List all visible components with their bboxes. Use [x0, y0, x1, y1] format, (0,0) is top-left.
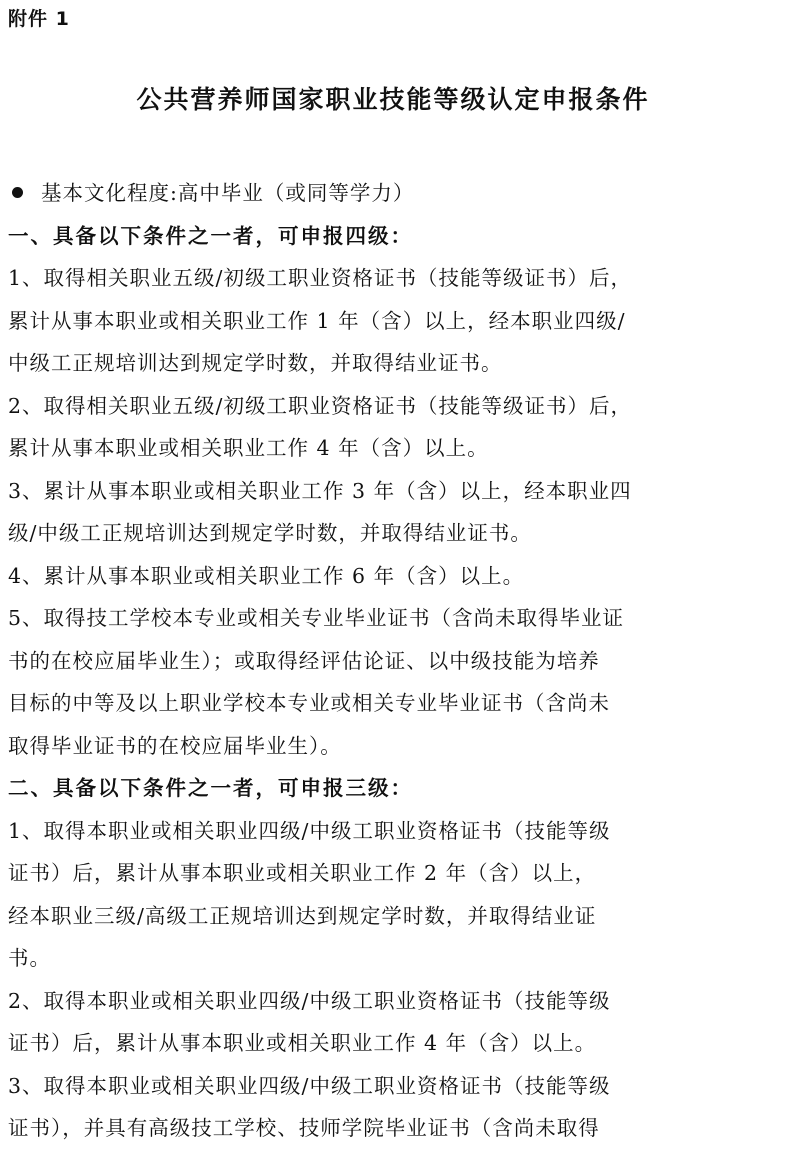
- attachment-label: 附件 1: [8, 8, 70, 30]
- section-heading-level3: 二、具备以下条件之一者，可申报三级：: [8, 776, 413, 800]
- text-line: 证书）后，累计从事本职业或相关职业工作 2 年（含）以上，: [8, 861, 597, 885]
- text-line: 2、取得相关职业五级/初级工职业资格证书（技能等级证书）后，: [8, 393, 632, 418]
- basic-education-line: [8, 172, 780, 215]
- text-line: 证书）后，累计从事本职业或相关职业工作 4 年（含）以上。: [8, 1031, 597, 1055]
- text-line: 3、累计从事本职业或相关职业工作 3 年（含）以上，经本职业四: [8, 478, 632, 503]
- text-line: 1、取得相关职业五级/初级工职业资格证书（技能等级证书）后，: [8, 266, 632, 290]
- document-title: 公共营养师国家职业技能等级认定申报条件: [136, 85, 650, 114]
- text-line: 中级工正规培训达到规定学时数，并取得结业证书。: [8, 351, 503, 375]
- text-line: 目标的中等及以上职业学校本专业或相关专业毕业证书（含尚未: [8, 691, 610, 715]
- text-line: 4、累计从事本职业或相关职业工作 6 年（含）以上。: [8, 563, 525, 588]
- document-body: [8, 172, 780, 1150]
- text-line: 书。: [8, 946, 51, 970]
- bullet-icon: [12, 187, 23, 198]
- text-line: 3、取得本职业或相关职业四级/中级工职业资格证书（技能等级: [8, 1073, 611, 1098]
- text-line: 证书），并具有高级技工学校、技师学院毕业证书（含尚未取得: [8, 1116, 600, 1140]
- text-line: 累计从事本职业或相关职业工作 4 年（含）以上。: [8, 436, 489, 460]
- text-line: 书的在校应届毕业生）；或取得经评估论证、以中级技能为培养: [8, 648, 600, 673]
- text-line: 取得毕业证书的在校应届毕业生）。: [8, 733, 342, 758]
- text-line: 经本职业三级/高级工正规培训达到规定学时数，并取得结业证: [8, 903, 597, 928]
- text-line: 累计从事本职业或相关职业工作 1 年（含）以上，经本职业四级/: [8, 308, 626, 333]
- text-line: 2、取得本职业或相关职业四级/中级工职业资格证书（技能等级: [8, 988, 611, 1013]
- basic-education-text: 基本文化程度:高中毕业（或同等学力）: [41, 181, 415, 205]
- section-heading-level4: 一、具备以下条件之一者，可申报四级：: [8, 223, 413, 248]
- text-line: 5、取得技工学校本专业或相关专业毕业证书（含尚未取得毕业证: [8, 606, 625, 630]
- text-line: 1、取得本职业或相关职业四级/中级工职业资格证书（技能等级: [8, 818, 611, 843]
- text-line: 级/中级工正规培训达到规定学时数，并取得结业证书。: [8, 521, 532, 545]
